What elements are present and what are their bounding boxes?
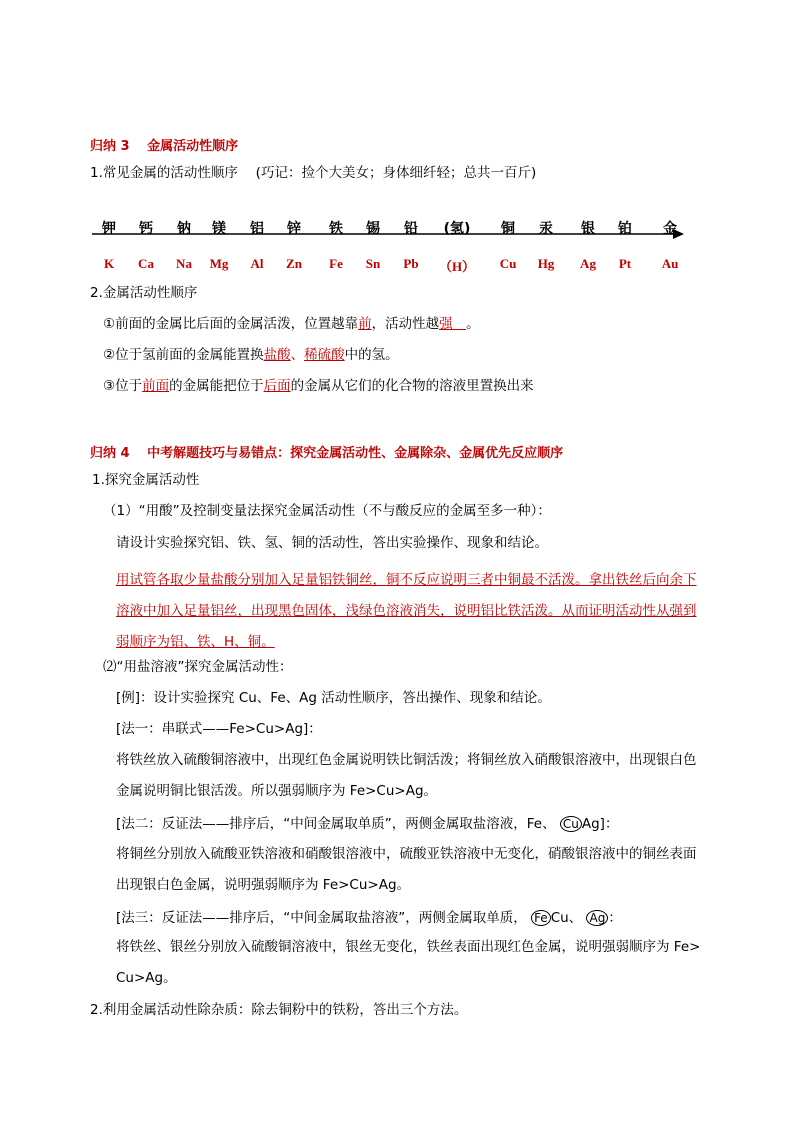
method3-mid: Cu、 <box>550 910 583 926</box>
rule3-pre: ③位于 <box>103 378 143 394</box>
section4-title: 归纳 4 中考解题技巧与易错点：探究金属活动性、金属除杂、金属优先反应顺序 <box>90 446 564 461</box>
rule2-pre: ②位于氢前面的金属能置换 <box>103 347 264 363</box>
method3-title <box>116 910 622 926</box>
method3-tail: ： <box>608 910 622 926</box>
metal-symbol: Al <box>250 256 264 271</box>
metal-name: 钙 <box>139 221 153 237</box>
metal-symbol: Sn <box>365 256 381 271</box>
method2-title-text: [法二：反证法——排序后，“中间金属取单质”，两侧金属取盐溶液，Fe、 <box>116 816 556 832</box>
metal-name: 汞 <box>539 221 553 237</box>
rule2-answer1: 盐酸 <box>263 347 291 363</box>
circled-fe: Fe <box>531 910 551 926</box>
rule2-post: 中的氢。 <box>344 347 399 363</box>
method3-line2: Cu>Ag。 <box>116 970 177 986</box>
method3-line1: 将铁丝、银丝分别放入硫酸铜溶液中，银丝无变化，铁丝表面出现红色金属，说明强弱顺序为 Fe> <box>116 939 701 955</box>
metal-symbol: Ca <box>138 256 154 271</box>
circled-cu: Cu <box>560 816 582 832</box>
rule1-post: 。 <box>466 316 480 332</box>
metal-name: 锌 <box>287 221 301 237</box>
part1-text: （1）“用酸”及控制变量法探究金属活动性（不与酸反应的金属至多一种）： <box>103 503 551 519</box>
subsection1-title: 1.探究金属活动性 <box>92 472 200 488</box>
metal-symbol: Pb <box>403 256 419 271</box>
method1-line2: 金属说明铜比银活泼。所以强弱顺序为 Fe>Cu>Ag。 <box>116 783 438 799</box>
subsection2-title: 2.利用金属活动性除杂质：除去铜粉中的铁粉，答出三个方法。 <box>90 1002 468 1018</box>
metal-symbol: Zn <box>286 256 302 271</box>
metal-symbol: Hg <box>537 256 555 271</box>
metal-symbol: Mg <box>209 256 229 271</box>
method2-title <box>116 816 618 832</box>
metal-name: 铝 <box>250 221 264 237</box>
metal-symbol: Ag <box>580 256 596 271</box>
item2-text: 2.金属活动性顺序 <box>90 285 198 301</box>
example-text: [例]：设计实验探究 Cu、Fe、Ag 活动性顺序，答出操作、现象和结论。 <box>116 690 551 706</box>
method1-line1: 将铁丝放入硫酸铜溶液中，出现红色金属说明铁比铜活泼；将铜丝放入硝酸银溶液中，出现银白色 <box>116 752 697 768</box>
section3-title: 归纳 3 金属活动性顺序 <box>90 139 239 154</box>
metal-name: 镁 <box>212 221 226 237</box>
answer1-line2: 溶液中加入足量铝丝，出现黑色固体，浅绿色溶液消失，说明铝比铁活泼。从而证明活动性从强到 <box>116 603 697 619</box>
rule1-answer2: 强 <box>439 316 467 332</box>
metal-name: 锡 <box>366 221 380 237</box>
metal-name: 钾 <box>102 221 116 237</box>
metal-symbol: Fe <box>329 256 343 271</box>
rule3-answer2: 后面 <box>263 378 291 394</box>
rule2-answer2: 稀硫酸 <box>304 347 345 363</box>
method2-line2: 出现银白色金属，说明强弱顺序为 Fe>Cu>Ag。 <box>116 877 411 893</box>
rule2-sep: 、 <box>290 347 305 363</box>
metal-symbol: Au <box>661 256 679 271</box>
metal-name: 铜 <box>501 221 515 237</box>
metal-symbol: （H） <box>438 259 476 274</box>
metal-name: 铅 <box>404 221 418 237</box>
rule-3 <box>103 380 534 394</box>
rule1-mid: ，活动性越 <box>371 316 440 332</box>
part2-text: ⑵“用盐溶液”探究金属活动性： <box>103 659 293 675</box>
metal-symbol: Cu <box>499 256 517 271</box>
metal-name: 钠 <box>177 221 191 237</box>
question1-text: 请设计实验探究铝、铁、氢、铜的活动性，答出实验操作、现象和结论。 <box>116 535 548 551</box>
circled-ag: Ag <box>586 910 608 926</box>
metal-symbol: K <box>103 256 115 271</box>
method3-title-text: [法三：反证法——排序后，“中间金属取盐溶液”，两侧金属取单质， <box>116 910 527 926</box>
answer1-line1: 用试管各取少量盐酸分别加入足量铝铁铜丝，铜不反应说明三者中铜最不活泼。拿出铁丝后向余下 <box>116 572 697 588</box>
method2-title-tail: Ag]： <box>581 816 619 832</box>
rule1-pre: ①前面的金属比后面的金属活泼，位置越靠 <box>103 316 359 332</box>
method2-line1: 将铜丝分别放入硫酸亚铁溶液和硝酸银溶液中，硫酸亚铁溶液中无变化，硝酸银溶液中的铜丝表面 <box>116 846 697 862</box>
metal-name: (氢) <box>443 221 471 237</box>
rule3-mid: 的金属能把位于 <box>169 378 264 394</box>
metal-name: 金 <box>663 221 677 237</box>
metal-symbol: Pt <box>618 256 632 271</box>
item1-text: 1.常见金属的活动性顺序 (巧记：捡个大美女；身体细纤轻；总共一百斤) <box>90 165 537 181</box>
metal-name: 铂 <box>618 221 632 237</box>
rule1-answer1: 前 <box>358 316 372 332</box>
rule3-answer1: 前面 <box>142 378 170 394</box>
metal-name: 铁 <box>329 221 343 237</box>
metal-name: 银 <box>581 221 595 237</box>
rule-2 <box>103 349 399 363</box>
rule-1 <box>103 318 480 332</box>
rule3-post: 的金属从它们的化合物的溶液里置换出来 <box>290 378 534 394</box>
metal-symbol: Na <box>176 256 192 271</box>
method1-title: [法一：串联式——Fe>Cu>Ag]： <box>116 721 322 737</box>
answer1-line3: 弱顺序为铝、铁、H、铜。 <box>116 634 275 650</box>
